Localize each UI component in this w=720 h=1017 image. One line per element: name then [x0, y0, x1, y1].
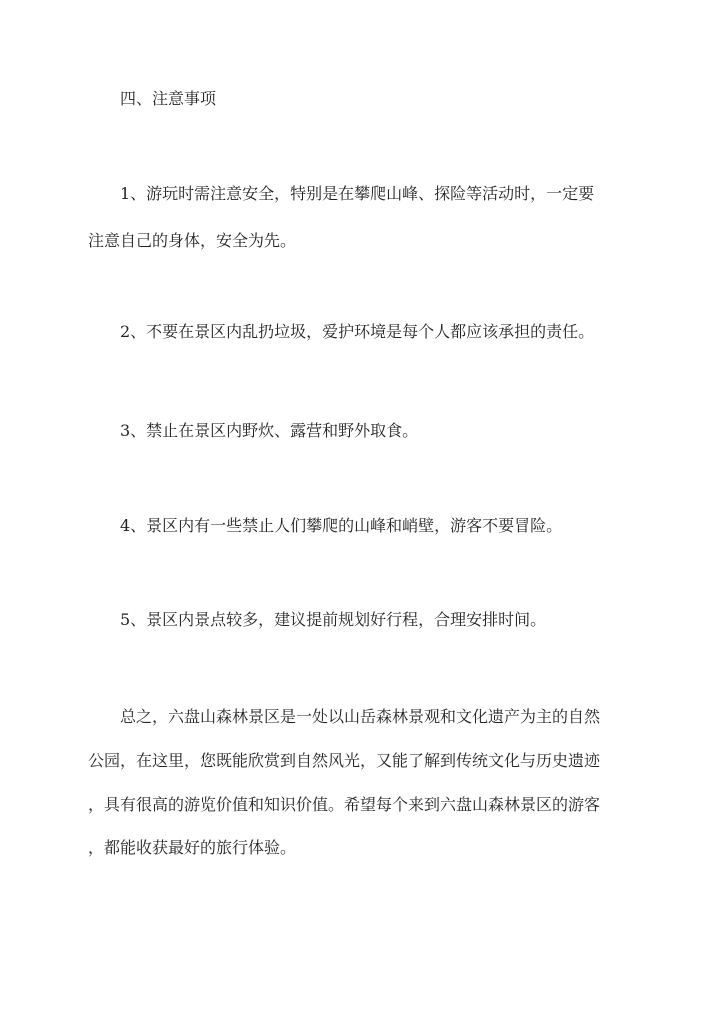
section-heading: 四、注意事项 — [120, 89, 217, 108]
item-1-line-2: 注意自己的身体，安全为先。 — [88, 231, 297, 250]
summary-line-2: 公园，在这里，您既能欣赏到自然风光，又能了解到传统文化与历史遗迹 — [88, 751, 601, 770]
item-4: 4、景区内有一些禁止人们攀爬的山峰和峭壁，游客不要冒险。 — [120, 516, 563, 535]
summary-line-1: 总之，六盘山森林景区是一处以山岳森林景观和文化遗产为主的自然 — [120, 707, 601, 726]
item-1-line-1: 1、游玩时需注意安全，特别是在攀爬山峰、探险等活动时，一定要 — [120, 184, 595, 203]
item-3: 3、禁止在景区内野炊、露营和野外取食。 — [120, 421, 419, 440]
summary-line-3: ，具有很高的游览价值和知识价值。希望每个来到六盘山森林景区的游客 — [88, 795, 601, 814]
item-2: 2、不要在景区内乱扔垃圾，爱护环境是每个人都应该承担的责任。 — [120, 322, 595, 341]
summary-line-4: ，都能收获最好的旅行体验。 — [88, 838, 297, 857]
item-5: 5、景区内景点较多，建议提前规划好行程，合理安排时间。 — [120, 610, 547, 629]
